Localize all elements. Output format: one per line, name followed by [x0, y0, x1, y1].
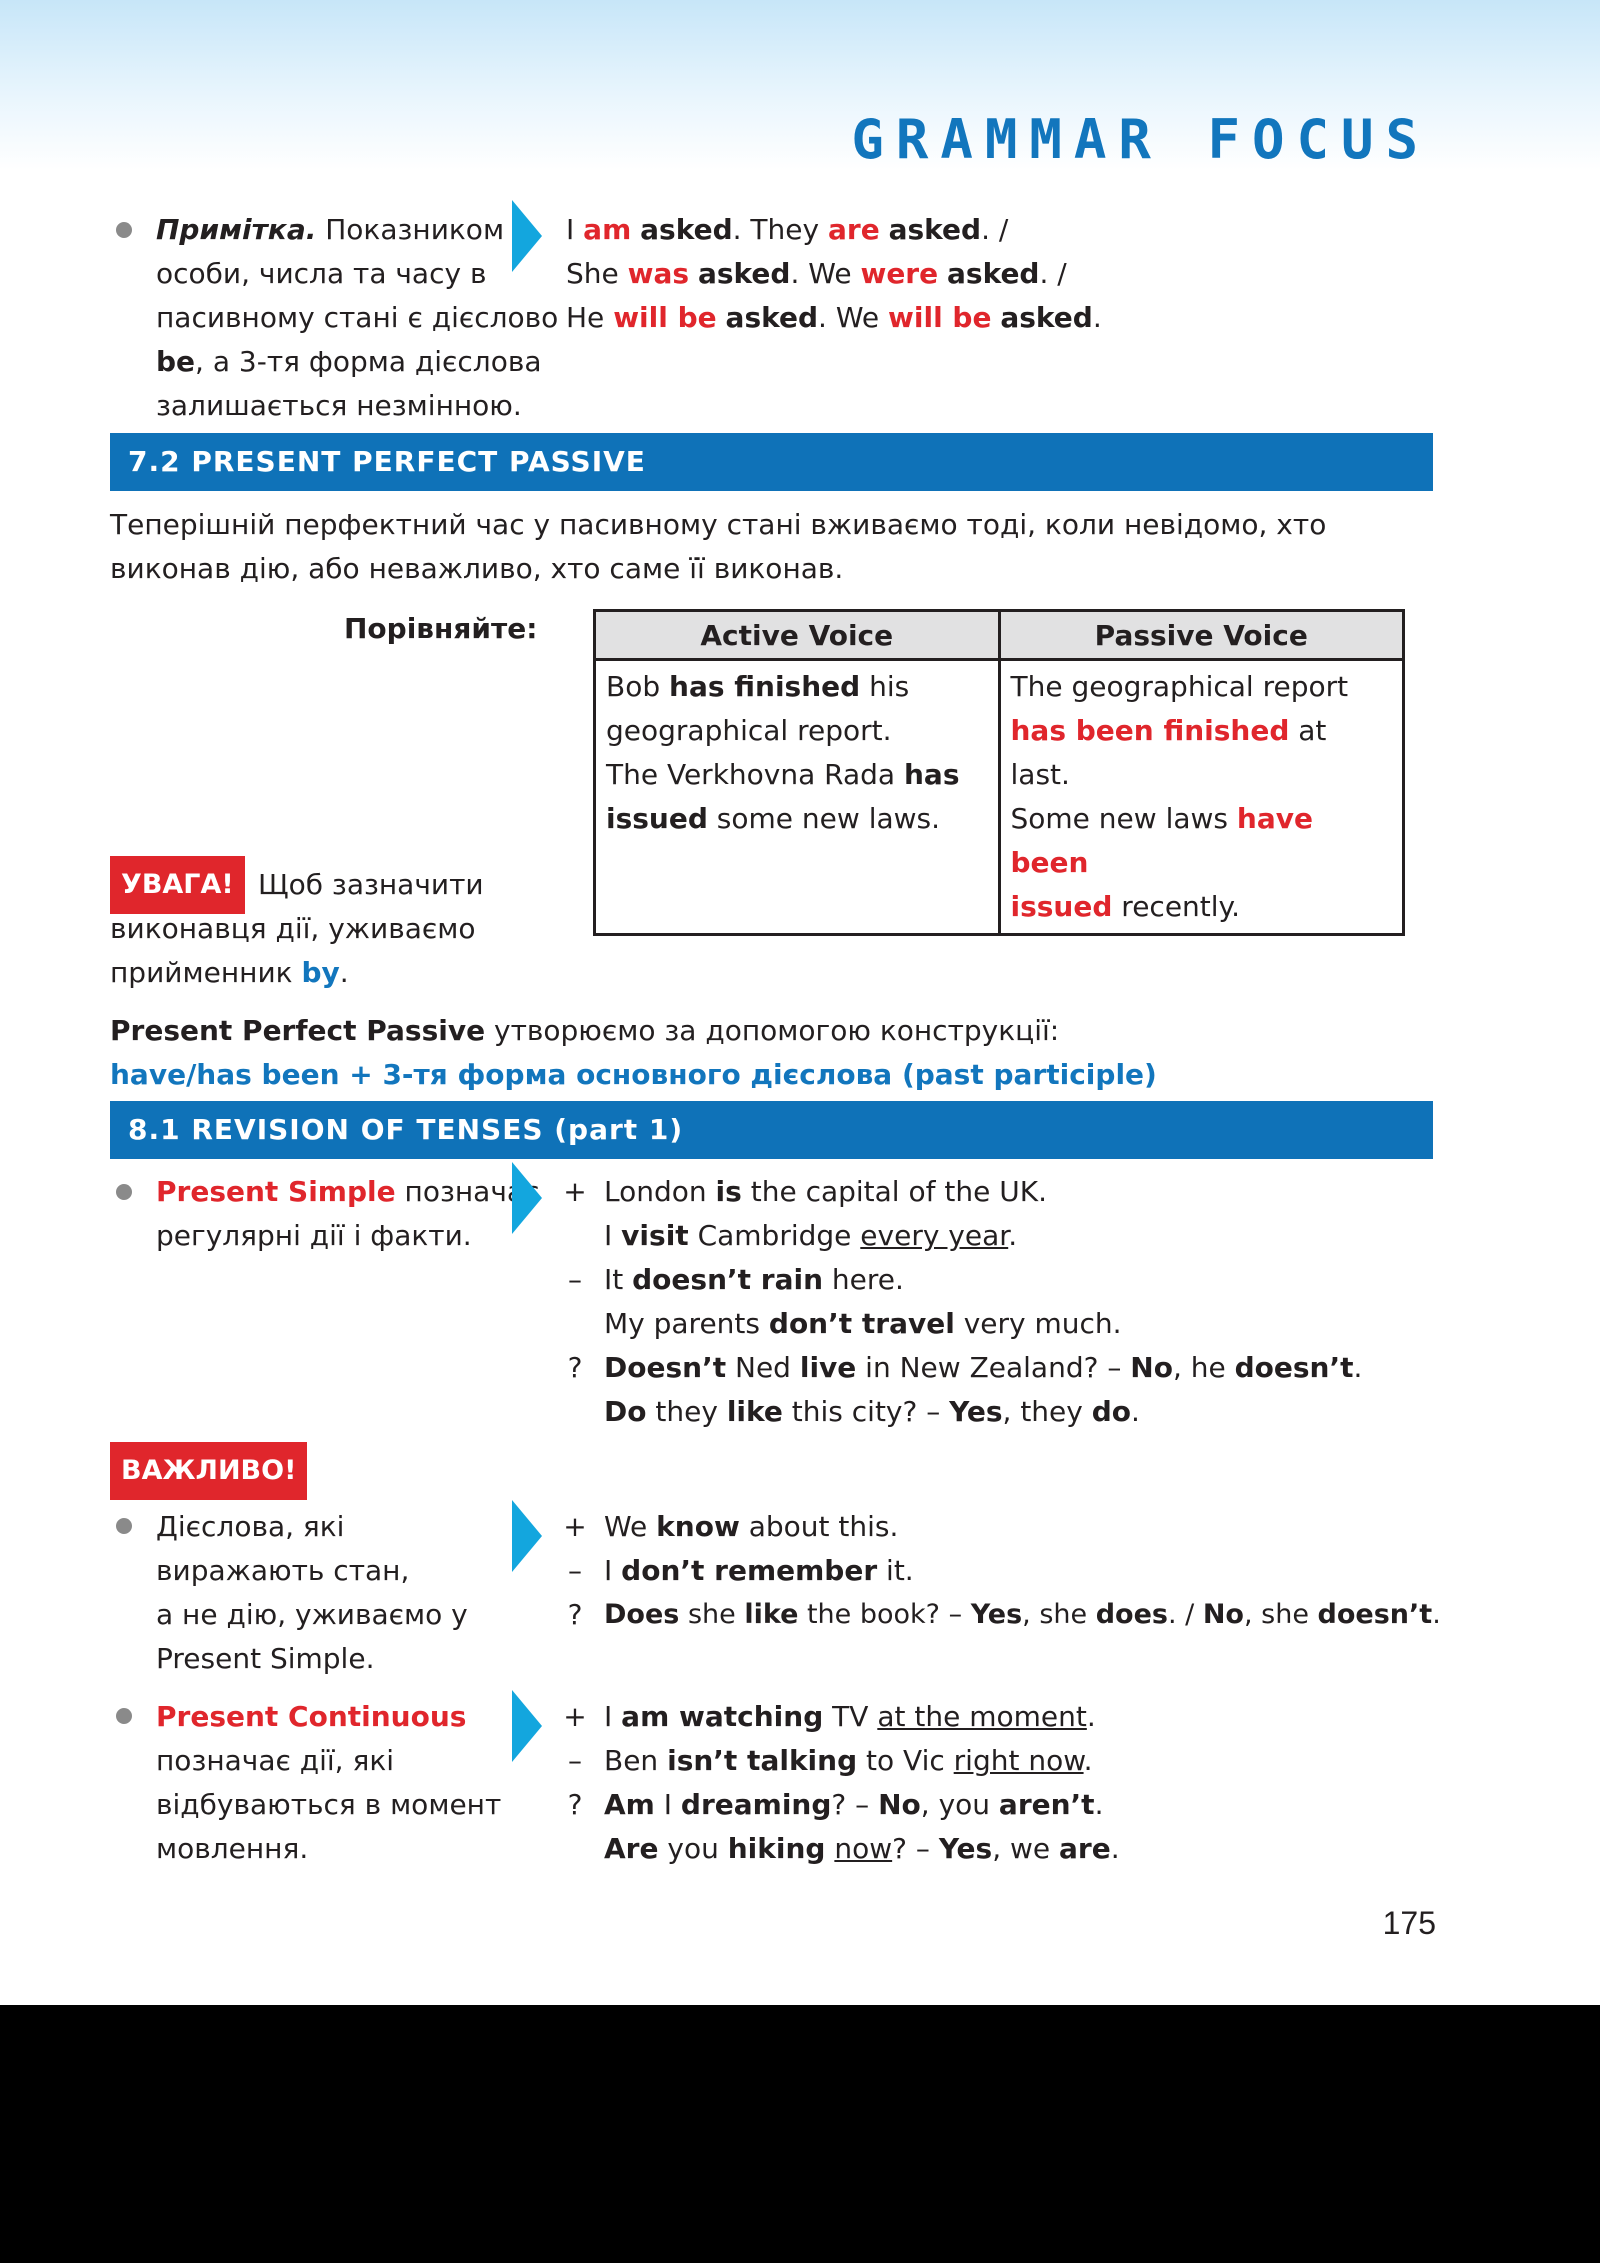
important-example-1: We know about this.: [604, 1510, 899, 1543]
note-example-2: She was asked. We were asked. /: [566, 257, 1067, 290]
important-badge: ВАЖЛИВО!: [110, 1442, 307, 1500]
continuous-desc-4: мовлення.: [156, 1832, 309, 1865]
page-number: 175: [1382, 1905, 1436, 1941]
section-72-intro-1: Теперішній перфектний час у пасивному стані вживаємо тоді, коли невідомо, хто: [110, 508, 1327, 541]
important-desc-4: Present Simple.: [156, 1642, 375, 1675]
simple-example-1: London is the capital of the UK.: [604, 1175, 1047, 1208]
note-line-2: особи, числа та часу в: [156, 257, 487, 290]
question-symbol: ?: [567, 1351, 583, 1384]
page-header-title: GRAMMAR FOCUS: [851, 108, 1430, 171]
simple-example-2: I visit Cambridge every year.: [604, 1219, 1018, 1252]
comparison-table: [593, 609, 1405, 936]
simple-desc-1: Present Simple позначає: [156, 1175, 540, 1208]
important-example-2: I don’t remember it.: [604, 1554, 914, 1587]
arrow-right-icon: [512, 1500, 542, 1572]
section-header-8-1: 8.1 REVISION OF TENSES (part 1): [110, 1101, 1433, 1159]
table-header-passive: Passive Voice: [999, 611, 1404, 660]
important-desc-2: виражають стан,: [156, 1554, 410, 1587]
affirmative-symbol: +: [563, 1700, 587, 1733]
important-desc-1: Дієслова, які: [156, 1510, 345, 1543]
simple-example-3: It doesn’t rain here.: [604, 1263, 904, 1296]
note-line-1: Примітка. Показником: [156, 213, 505, 246]
warning-line-1: Щоб зазначити: [258, 868, 484, 901]
continuous-example-4: Are you hiking now? – Yes, we are.: [604, 1832, 1120, 1865]
bullet-icon: [116, 1184, 132, 1200]
continuous-desc-3: відбуваються в момент: [156, 1788, 502, 1821]
compare-label: Порівняйте:: [344, 612, 538, 645]
note-line-4: be, а 3-тя форма дієслова: [156, 345, 542, 378]
continuous-desc-1: Present Continuous: [156, 1700, 467, 1733]
affirmative-symbol: +: [563, 1175, 587, 1208]
continuous-desc-2: позначає дії, які: [156, 1744, 395, 1777]
continuous-example-3: Am I dreaming? – No, you aren’t.: [604, 1788, 1104, 1821]
note-line-5: залишається незмінною.: [156, 389, 522, 422]
note-example-3: He will be asked. We will be asked.: [566, 301, 1102, 334]
formation-text: Present Perfect Passive утворюємо за допомогою конструкції:: [110, 1014, 1060, 1047]
question-symbol: ?: [567, 1598, 583, 1631]
arrow-right-icon: [512, 1690, 542, 1762]
section-72-intro-2: виконав дію, або неважливо, хто саме її виконав.: [110, 552, 844, 585]
bullet-icon: [116, 1518, 132, 1534]
continuous-example-2: Ben isn’t talking to Vic right now.: [604, 1744, 1093, 1777]
simple-example-4: My parents don’t travel very much.: [604, 1307, 1122, 1340]
negative-symbol: –: [568, 1263, 582, 1296]
arrow-right-icon: [512, 1162, 542, 1234]
warning-line-2: виконавця дії, уживаємо: [110, 912, 476, 945]
simple-example-5: Doesn’t Ned live in New Zealand? – No, he doesn’t.: [604, 1351, 1363, 1384]
note-example-1: I am asked. They are asked. /: [566, 213, 1009, 246]
warning-badge: УВАГА!: [110, 856, 245, 914]
simple-example-6: Do they like this city? – Yes, they do.: [604, 1395, 1140, 1428]
section-header-7-2: 7.2 PRESENT PERFECT PASSIVE: [110, 433, 1433, 491]
active-voice-cell: Bob has finished his geographical report. The Verkhovna Rada has issued some new laws.: [595, 660, 1000, 935]
negative-symbol: –: [568, 1744, 582, 1777]
negative-symbol: –: [568, 1554, 582, 1587]
question-symbol: ?: [567, 1788, 583, 1821]
affirmative-symbol: +: [563, 1510, 587, 1543]
table-header-active: Active Voice: [595, 611, 1000, 660]
bullet-icon: [116, 1708, 132, 1724]
arrow-right-icon: [512, 200, 542, 272]
continuous-example-1: I am watching TV at the moment.: [604, 1700, 1096, 1733]
important-desc-3: а не дію, уживаємо у: [156, 1598, 468, 1631]
warning-line-3: прийменник by.: [110, 956, 349, 989]
note-label: Примітка.: [156, 213, 317, 246]
simple-desc-2: регулярні дії і факти.: [156, 1219, 472, 1252]
bullet-icon: [116, 222, 132, 238]
note-line-3: пасивному стані є дієслово: [156, 301, 559, 334]
formation-formula: have/has been + 3-тя форма основного дієслова (past participle): [110, 1058, 1157, 1091]
passive-voice-cell: The geographical report has been finished at last. Some new laws have been issued recently.: [999, 660, 1404, 935]
important-example-3: Does she like the book? – Yes, she does. / No, she doesn’t.: [604, 1599, 1441, 1630]
